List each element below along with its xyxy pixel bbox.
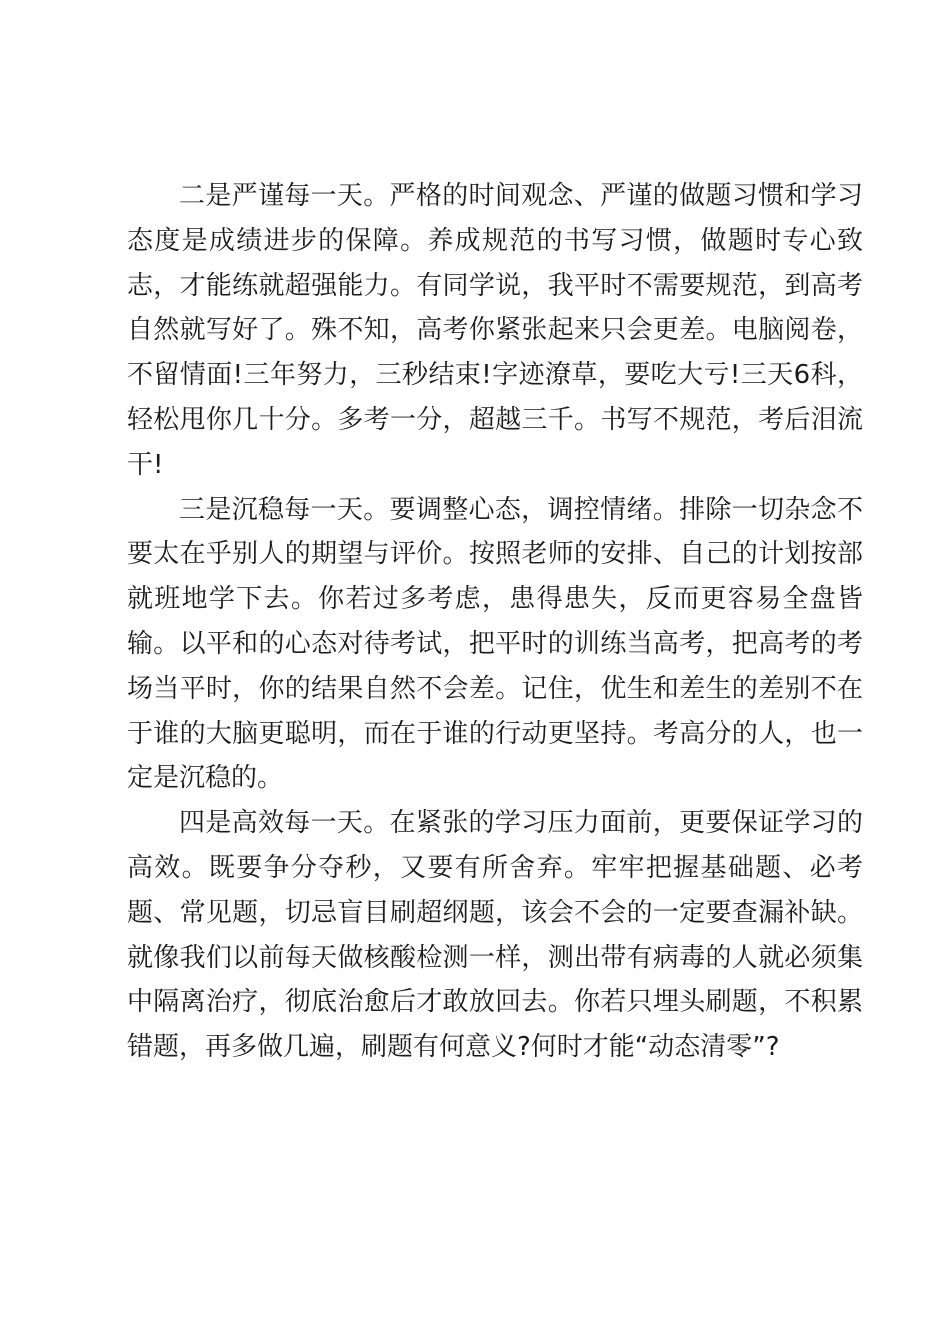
document-body [127,174,863,1070]
paragraph-rigor: 二是严谨每一天。严格的时间观念、严谨的做题习惯和学习态度是成绩进步的保障。养成规范的书写习惯，做题时专心致志，才能练就超强能力。有同学说，我平时不需要规范，到高考自然就写好了。殊不知，高考你紧张起来只会更差。电脑阅卷，不留情面!三年努力，三秒结束!字迹潦草，要吃大亏!三天6科，轻松甩你几十分。多考一分，超越三千。书写不规范，考后泪流干! [127,181,863,480]
paragraph-composure: 三是沉稳每一天。要调整心态，调控情绪。排除一切杂念不要太在乎别人的期望与评价。按照老师的安排、自己的计划按部就班地学下去。你若过多考虑，患得患失，反而更容易全盘皆输。以平和的心态对待考试，把平时的训练当高考，把高考的考场当平时，你的结果自然不会差。记住，优生和差生的差别不在于谁的大脑更聪明，而在于谁的行动更坚持。考高分的人，也一定是沉稳的。 [127,494,863,794]
paragraph-efficiency: 四是高效每一天。在紧张的学习压力面前，更要保证学习的高效。既要争分夺秒，又要有所舍弃。牢牢把握基础题、必考题、常见题，切忌盲目刷超纲题，该会不会的一定要查漏补缺。就像我们以前每天做核酸检测一样，测出带有病毒的人就必须集中隔离治疗，彻底治愈后才敢放回去。你若只埋头刷题，不积累错题，再多做几遍，刷题有何意义?何时才能“动态清零”? [127,808,863,1063]
